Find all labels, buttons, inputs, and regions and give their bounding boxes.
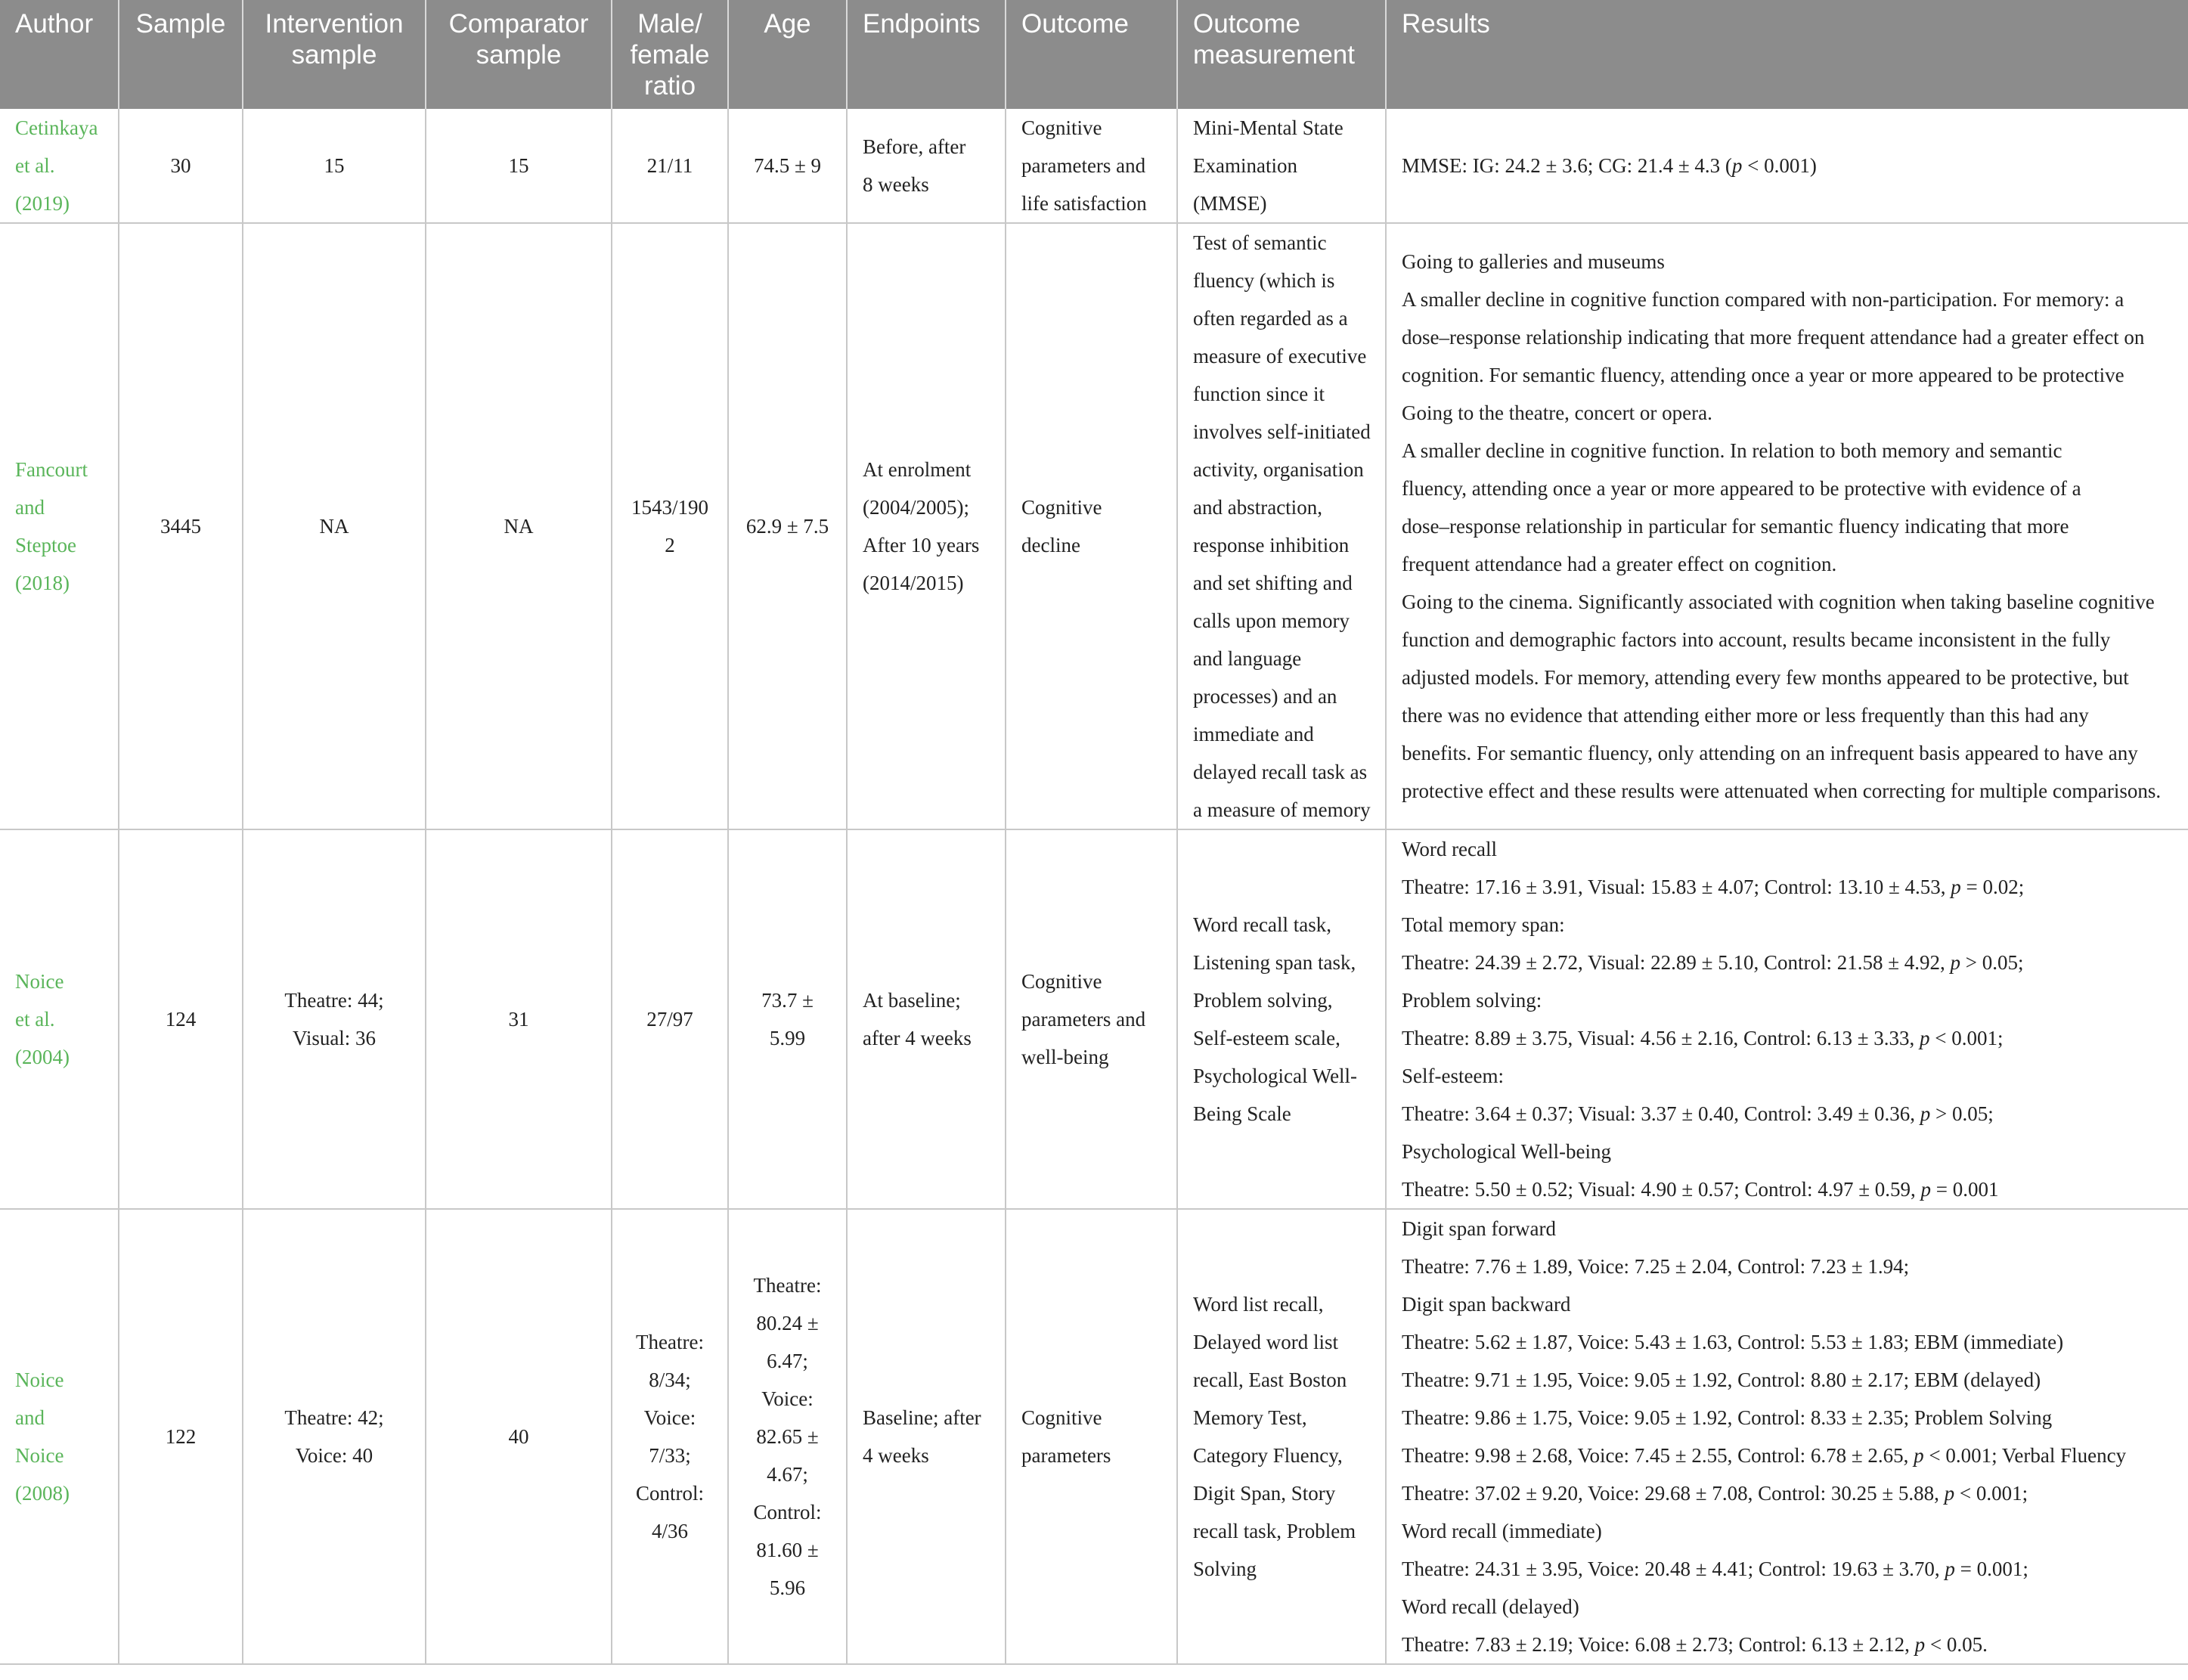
results-cell-line: there was no evidence that attending either more or less frequently than this had any: [1402, 704, 2089, 727]
results-cell-line: Digit span forward: [1402, 1217, 1556, 1240]
author-cell-line: (2008): [15, 1482, 70, 1505]
intervention-cell-line: Visual: 36: [292, 1027, 377, 1049]
measurement-cell-line: Self-esteem scale,: [1193, 1027, 1340, 1049]
outcome-cell: [1006, 109, 1177, 223]
results-cell-line: benefits. For semantic fluency, only attending on an infrequent basis appeared to have any: [1402, 742, 2138, 764]
results-cell-line: Word recall (immediate): [1402, 1520, 1602, 1542]
results-cell-line: Theatre: 24.31 ± 3.95, Voice: 20.48 ± 4.41; Control: 19.63 ± 3.70, p = 0.001;: [1402, 1558, 2028, 1580]
outcome-cell-line: Cognitive: [1021, 1406, 1102, 1429]
header-age: Age: [728, 0, 847, 109]
results-cell: [1386, 109, 2188, 223]
comparator-cell: 31: [426, 829, 612, 1209]
outcome-cell-line: parameters and: [1021, 1008, 1146, 1031]
ratio-cell: [612, 223, 728, 829]
measurement-cell-line: Delayed word list: [1193, 1331, 1338, 1353]
author-cell-line: Fancourt: [15, 458, 88, 481]
author-cell-line: Noice: [15, 1444, 64, 1467]
results-cell-line: dose–response relationship in particular for semantic fluency indicating that more: [1402, 515, 2069, 538]
results-cell-line: Word recall (delayed): [1402, 1595, 1579, 1618]
header-endpoints: Endpoints: [847, 0, 1006, 109]
measurement-cell-line: Psychological Well-: [1193, 1065, 1358, 1087]
results-cell-line: Theatre: 9.86 ± 1.75, Voice: 9.05 ± 1.92, Control: 8.33 ± 2.35; Problem Solving: [1402, 1406, 2053, 1429]
age-cell-line: Voice:: [761, 1387, 814, 1410]
age-cell: [728, 1209, 847, 1664]
header-row: [0, 0, 2188, 109]
measurement-cell-line: Problem solving,: [1193, 989, 1333, 1012]
ratio-cell-line: Control:: [635, 1482, 704, 1505]
outcome-cell-line: parameters: [1021, 1444, 1111, 1467]
header-outcome: Outcome: [1006, 0, 1177, 109]
sample-cell: 124: [119, 829, 243, 1209]
measurement-cell-line: a measure of memory: [1193, 798, 1371, 821]
ratio-cell-line: 27/97: [646, 1008, 693, 1031]
author-cell-line: Cetinkaya: [15, 116, 98, 139]
comparator-cell: 15: [426, 109, 612, 223]
measurement-cell: [1177, 109, 1386, 223]
results-cell-line: Theatre: 5.62 ± 1.87, Voice: 5.43 ± 1.63, Control: 5.53 ± 1.83; EBM (immediate): [1402, 1331, 2064, 1353]
author-cell-line: et al.: [15, 1008, 55, 1031]
outcome-cell-line: Cognitive: [1021, 496, 1102, 519]
endpoints-cell-line: At baseline;: [863, 989, 961, 1012]
results-cell-line: MMSE: IG: 24.2 ± 3.6; CG: 21.4 ± 4.3 (p < 0.001): [1402, 154, 1817, 177]
author-cell: [0, 1209, 119, 1664]
endpoints-cell-line: 4 weeks: [863, 1444, 929, 1467]
age-cell-line: Theatre:: [753, 1274, 822, 1297]
measurement-cell-line: fluency (which is: [1193, 269, 1335, 292]
results-cell-line: Going to galleries and museums: [1402, 250, 1665, 273]
table-row: [0, 109, 2188, 223]
measurement-cell-line: and language: [1193, 647, 1302, 670]
header-sample: Sample: [119, 0, 243, 109]
header-results: Results: [1386, 0, 2188, 109]
age-cell-line: Control:: [753, 1501, 822, 1523]
endpoints-cell-line: (2014/2015): [863, 572, 964, 594]
endpoints-cell: [847, 1209, 1006, 1664]
intervention-cell-line: 15: [324, 154, 345, 177]
table-row: [0, 223, 2188, 829]
comparator-cell: 40: [426, 1209, 612, 1664]
outcome-cell-line: parameters and: [1021, 154, 1146, 177]
results-cell-line: frequent attendance had a greater effect on cognition.: [1402, 553, 1837, 575]
measurement-cell-line: Digit Span, Story: [1193, 1482, 1336, 1505]
measurement-cell-line: and set shifting and: [1193, 572, 1353, 594]
author-cell: [0, 109, 119, 223]
measurement-cell-line: Word list recall,: [1193, 1293, 1324, 1316]
results-cell: [1386, 1209, 2188, 1664]
endpoints-cell-line: At enrolment: [863, 458, 972, 481]
measurement-cell-line: calls upon memory: [1193, 609, 1350, 632]
ratio-cell-line: 1543/1902: [631, 496, 708, 556]
measurement-cell-line: delayed recall task as: [1193, 761, 1368, 783]
sample-cell: 122: [119, 1209, 243, 1664]
results-cell-line: Theatre: 9.98 ± 2.68, Voice: 7.45 ± 2.55, Control: 6.78 ± 2.65, p < 0.001; Verbal Fluency: [1402, 1444, 2127, 1467]
results-cell: [1386, 223, 2188, 829]
outcome-cell-line: Cognitive: [1021, 970, 1102, 993]
header-outcome-measurement: Outcome measurement: [1177, 0, 1386, 109]
intervention-cell: [243, 1209, 426, 1664]
measurement-cell-line: Category Fluency,: [1193, 1444, 1343, 1467]
author-cell-line: et al.: [15, 154, 55, 177]
measurement-cell: [1177, 1209, 1386, 1664]
table-row: [0, 1209, 2188, 1664]
ratio-cell-line: 8/34;: [649, 1368, 691, 1391]
measurement-cell-line: measure of executive: [1193, 345, 1367, 367]
outcome-cell-line: decline: [1021, 534, 1080, 556]
author-cell-line: Noice: [15, 1368, 64, 1391]
measurement-cell: [1177, 223, 1386, 829]
measurement-cell-line: Listening span task,: [1193, 951, 1356, 974]
results-cell-line: A smaller decline in cognitive function. In relation to both memory and semantic: [1402, 439, 2062, 462]
results-cell-line: Theatre: 7.83 ± 2.19; Voice: 6.08 ± 2.73; Control: 6.13 ± 2.12, p < 0.05.: [1402, 1633, 1988, 1656]
header-male-female-ratio: Male/ female ratio: [612, 0, 728, 109]
intervention-cell: [243, 109, 426, 223]
results-cell-line: Word recall: [1402, 838, 1498, 860]
ratio-cell: [612, 109, 728, 223]
results-cell-line: fluency, attending once a year or more appeared to be protective with evidence of a: [1402, 477, 2081, 500]
results-cell-line: Theatre: 9.71 ± 1.95, Voice: 9.05 ± 1.92, Control: 8.80 ± 2.17; EBM (delayed): [1402, 1368, 2041, 1391]
results-cell-line: Theatre: 17.16 ± 3.91, Visual: 15.83 ± 4.07; Control: 13.10 ± 4.53, p = 0.02;: [1402, 876, 2025, 898]
age-cell: [728, 223, 847, 829]
endpoints-cell-line: after 4 weeks: [863, 1027, 972, 1049]
outcome-cell: [1006, 223, 1177, 829]
results-cell-line: Theatre: 37.02 ± 9.20, Voice: 29.68 ± 7.08, Control: 30.25 ± 5.88, p < 0.001;: [1402, 1482, 2028, 1505]
age-cell: [728, 109, 847, 223]
header-intervention-sample: Intervention sample: [243, 0, 426, 109]
age-cell-line: 82.65 ± 4.67;: [756, 1425, 819, 1486]
results-cell-line: adjusted models. For memory, attending every few months appeared to be protective, but: [1402, 666, 2129, 689]
endpoints-cell-line: Before, after: [863, 135, 966, 158]
measurement-cell-line: Mini-Mental State: [1193, 116, 1343, 139]
measurement-cell-line: involves self-initiated: [1193, 420, 1371, 443]
comparator-cell: NA: [426, 223, 612, 829]
ratio-cell-line: Theatre:: [636, 1331, 704, 1353]
outcome-cell: [1006, 1209, 1177, 1664]
ratio-cell-line: 4/36: [651, 1520, 688, 1542]
ratio-cell-line: Voice:: [643, 1406, 696, 1429]
measurement-cell-line: response inhibition: [1193, 534, 1350, 556]
measurement-cell-line: Examination: [1193, 154, 1297, 177]
age-cell-line: 81.60 ± 5.96: [756, 1539, 819, 1599]
age-cell-line: 80.24 ± 6.47;: [756, 1312, 819, 1372]
measurement-cell-line: Solving: [1193, 1558, 1257, 1580]
author-cell-line: (2019): [15, 192, 70, 215]
measurement-cell-line: recall task, Problem: [1193, 1520, 1356, 1542]
endpoints-cell-line: After 10 years: [863, 534, 980, 556]
author-cell-line: Steptoe: [15, 534, 76, 556]
results-cell-line: function and demographic factors into account, results became inconsistent in the fully: [1402, 628, 2111, 651]
endpoints-cell: [847, 109, 1006, 223]
author-cell: [0, 829, 119, 1209]
results-cell-line: dose–response relationship indicating that more frequent attendance had a greater effect on: [1402, 326, 2145, 349]
intervention-cell-line: Voice: 40: [295, 1444, 373, 1467]
sample-cell: 3445: [119, 223, 243, 829]
results-cell-line: Psychological Well-being: [1402, 1140, 1612, 1163]
measurement-cell-line: Being Scale: [1193, 1102, 1291, 1125]
endpoints-cell-line: Baseline; after: [863, 1406, 981, 1429]
intervention-cell-line: Theatre: 42;: [284, 1406, 384, 1429]
measurement-cell-line: function since it: [1193, 383, 1325, 405]
measurement-cell-line: Memory Test,: [1193, 1406, 1307, 1429]
intervention-cell: [243, 829, 426, 1209]
outcome-cell-line: Cognitive: [1021, 116, 1102, 139]
author-cell-line: and: [15, 496, 45, 519]
results-cell-line: Theatre: 24.39 ± 2.72, Visual: 22.89 ± 5.10, Control: 21.58 ± 4.92, p > 0.05;: [1402, 951, 2024, 974]
author-cell-line: and: [15, 1406, 45, 1429]
measurement-cell-line: Word recall task,: [1193, 913, 1332, 936]
results-cell-line: Self-esteem:: [1402, 1065, 1504, 1087]
results-cell-line: protective effect and these results were attenuated when correcting for multiple comparisons.: [1402, 780, 2162, 802]
sample-cell: 30: [119, 109, 243, 223]
measurement-cell-line: and abstraction,: [1193, 496, 1322, 519]
ratio-cell-line: 21/11: [646, 154, 693, 177]
ratio-cell: [612, 829, 728, 1209]
results-cell-line: Digit span backward: [1402, 1293, 1571, 1316]
results-cell-line: Theatre: 7.76 ± 1.89, Voice: 7.25 ± 2.04, Control: 7.23 ± 1.94;: [1402, 1255, 1910, 1278]
author-cell-line: (2018): [15, 572, 70, 594]
endpoints-cell: [847, 223, 1006, 829]
author-cell: [0, 223, 119, 829]
ratio-cell: [612, 1209, 728, 1664]
header-comparator-sample: Comparator sample: [426, 0, 612, 109]
endpoints-cell-line: (2004/2005);: [863, 496, 969, 519]
results-cell-line: Problem solving:: [1402, 989, 1542, 1012]
measurement-cell-line: activity, organisation: [1193, 458, 1364, 481]
age-cell-line: 74.5 ± 9: [753, 154, 822, 177]
measurement-cell-line: Test of semantic: [1193, 231, 1327, 254]
results-cell-line: Theatre: 3.64 ± 0.37; Visual: 3.37 ± 0.40, Control: 3.49 ± 0.36, p > 0.05;: [1402, 1102, 1994, 1125]
results-cell-line: Total memory span:: [1402, 913, 1565, 936]
results-cell-line: cognition. For semantic fluency, attending once a year or more appeared to be protective: [1402, 364, 2124, 386]
outcome-cell: [1006, 829, 1177, 1209]
table-row: [0, 829, 2188, 1209]
author-cell-line: (2004): [15, 1046, 70, 1068]
outcome-cell-line: life satisfaction: [1021, 192, 1147, 215]
results-cell-line: A smaller decline in cognitive function compared with non-participation. For memory: a: [1402, 288, 2124, 311]
results-cell-line: Going to the cinema. Significantly associated with cognition when taking baseline cognitive: [1402, 590, 2155, 613]
intervention-cell-line: Theatre: 44;: [284, 989, 384, 1012]
measurement-cell-line: often regarded as a: [1193, 307, 1348, 330]
endpoints-cell-line: 8 weeks: [863, 173, 929, 196]
results-cell-line: Going to the theatre, concert or opera.: [1402, 401, 1712, 424]
measurement-cell-line: recall, East Boston: [1193, 1368, 1347, 1391]
endpoints-cell: [847, 829, 1006, 1209]
measurement-cell-line: (MMSE): [1193, 192, 1267, 215]
measurement-cell-line: processes) and an: [1193, 685, 1337, 708]
author-cell-line: Noice: [15, 970, 64, 993]
ratio-cell-line: 7/33;: [649, 1444, 691, 1467]
measurement-cell-line: immediate and: [1193, 723, 1314, 745]
age-cell-line: 62.9 ± 7.5: [745, 515, 829, 538]
intervention-cell: [243, 223, 426, 829]
results-cell-line: Theatre: 8.89 ± 3.75, Visual: 4.56 ± 2.16, Control: 6.13 ± 3.33, p < 0.001;: [1402, 1027, 2004, 1049]
header-author: Author: [0, 0, 119, 109]
results-cell: [1386, 829, 2188, 1209]
measurement-cell: [1177, 829, 1386, 1209]
intervention-cell-line: NA: [319, 515, 349, 538]
age-cell-line: 73.7 ± 5.99: [761, 989, 814, 1049]
age-cell: [728, 829, 847, 1209]
results-cell-line: Theatre: 5.50 ± 0.52; Visual: 4.90 ± 0.57; Control: 4.97 ± 0.59, p = 0.001: [1402, 1178, 1999, 1201]
outcome-cell-line: well-being: [1021, 1046, 1109, 1068]
